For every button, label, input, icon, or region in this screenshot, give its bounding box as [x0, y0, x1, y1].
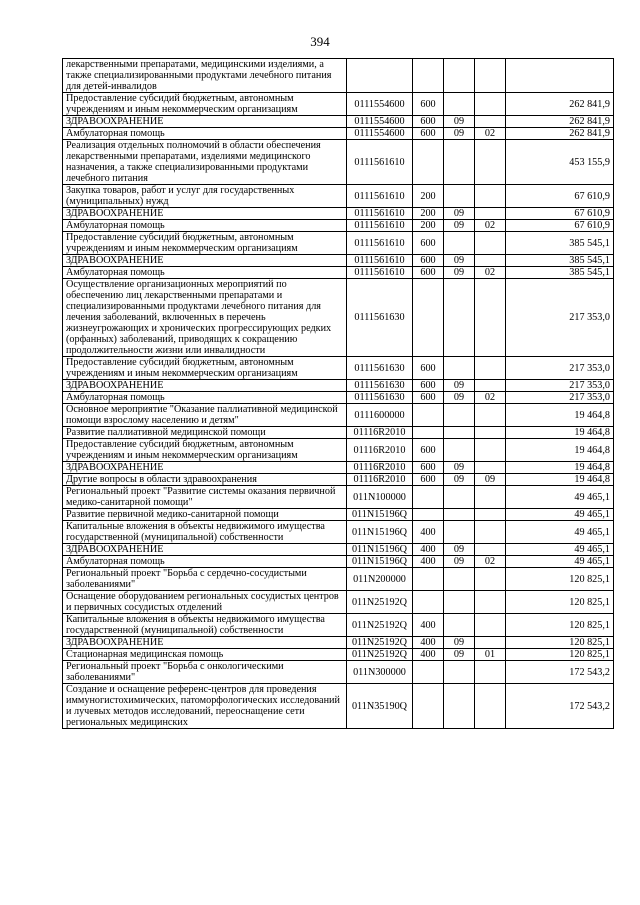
table-row — [63, 59, 614, 93]
expense-type-code-cell — [413, 59, 444, 93]
subsection-code-cell — [475, 427, 506, 439]
subsection-code-cell — [475, 462, 506, 474]
amount-cell: 120 825,1 — [506, 591, 614, 614]
target-article-code-cell: 011N15196Q — [347, 556, 413, 568]
table-row — [63, 474, 614, 486]
expense-type-code-cell: 600 — [413, 116, 444, 128]
section-code-cell — [444, 661, 475, 684]
amount-cell: 67 610,9 — [506, 208, 614, 220]
amount-cell: 49 465,1 — [506, 486, 614, 509]
section-code-cell — [444, 614, 475, 637]
table-row — [63, 357, 614, 380]
expense-type-code-cell: 200 — [413, 208, 444, 220]
amount-cell — [506, 59, 614, 93]
table-row — [63, 404, 614, 427]
expense-name-cell: Региональный проект "Развитие системы оказания первичной медико-санитарной помощи" — [63, 486, 347, 509]
target-article-code-cell: 0111561630 — [347, 380, 413, 392]
expense-name-cell: Основное мероприятие "Оказание паллиативной медицинской помощи взрослому населению и детям" — [63, 404, 347, 427]
amount-cell: 120 825,1 — [506, 637, 614, 649]
target-article-code-cell: 0111561610 — [347, 255, 413, 267]
target-article-code-cell: 011N300000 — [347, 661, 413, 684]
expense-type-code-cell — [413, 684, 444, 729]
amount-cell: 19 464,8 — [506, 439, 614, 462]
section-code-cell: 09 — [444, 544, 475, 556]
section-code-cell — [444, 232, 475, 255]
expense-type-code-cell — [413, 427, 444, 439]
expense-name-cell: Региональный проект "Борьба с онкологическими заболеваниями" — [63, 661, 347, 684]
section-code-cell: 09 — [444, 116, 475, 128]
amount-cell: 385 545,1 — [506, 255, 614, 267]
expense-type-code-cell: 600 — [413, 439, 444, 462]
target-article-code-cell: 01116R2010 — [347, 462, 413, 474]
expense-name-cell: Региональный проект "Борьба с сердечно-сосудистыми заболеваниями" — [63, 568, 347, 591]
subsection-code-cell — [475, 93, 506, 116]
subsection-code-cell: 01 — [475, 649, 506, 661]
section-code-cell: 09 — [444, 637, 475, 649]
page-number: 394 — [310, 34, 330, 49]
subsection-code-cell — [475, 208, 506, 220]
amount-cell: 385 545,1 — [506, 267, 614, 279]
table-row — [63, 556, 614, 568]
expense-name-cell: Капитальные вложения в объекты недвижимого имущества государственной (муниципальной) собственности — [63, 614, 347, 637]
subsection-code-cell — [475, 568, 506, 591]
amount-cell: 120 825,1 — [506, 649, 614, 661]
section-code-cell — [444, 684, 475, 729]
section-code-cell: 09 — [444, 128, 475, 140]
target-article-code-cell: 011N200000 — [347, 568, 413, 591]
section-code-cell: 09 — [444, 392, 475, 404]
subsection-code-cell: 02 — [475, 267, 506, 279]
expense-type-code-cell — [413, 661, 444, 684]
subsection-code-cell — [475, 357, 506, 380]
target-article-code-cell: 011N25192Q — [347, 649, 413, 661]
subsection-code-cell — [475, 684, 506, 729]
amount-cell: 217 353,0 — [506, 392, 614, 404]
section-code-cell: 09 — [444, 556, 475, 568]
table-row — [63, 380, 614, 392]
target-article-code-cell: 011N15196Q — [347, 521, 413, 544]
subsection-code-cell: 09 — [475, 474, 506, 486]
target-article-code-cell: 011N25192Q — [347, 614, 413, 637]
expense-type-code-cell: 600 — [413, 255, 444, 267]
target-article-code-cell: 011N25192Q — [347, 637, 413, 649]
subsection-code-cell — [475, 591, 506, 614]
subsection-code-cell — [475, 404, 506, 427]
amount-cell: 19 464,8 — [506, 474, 614, 486]
expense-name-cell: Амбулаторная помощь — [63, 220, 347, 232]
expense-type-code-cell — [413, 279, 444, 357]
budget-table — [62, 58, 614, 729]
expense-type-code-cell: 600 — [413, 128, 444, 140]
table-row — [63, 208, 614, 220]
subsection-code-cell — [475, 140, 506, 185]
subsection-code-cell — [475, 185, 506, 208]
expense-name-cell: ЗДРАВООХРАНЕНИЕ — [63, 637, 347, 649]
table-row — [63, 220, 614, 232]
table-row — [63, 684, 614, 729]
target-article-code-cell: 01116R2010 — [347, 427, 413, 439]
amount-cell: 49 465,1 — [506, 509, 614, 521]
table-row — [63, 279, 614, 357]
target-article-code-cell: 0111561630 — [347, 392, 413, 404]
table-row — [63, 661, 614, 684]
target-article-code-cell — [347, 59, 413, 93]
expense-type-code-cell — [413, 486, 444, 509]
expense-name-cell: Предоставление субсидий бюджетным, автономным учреждениям и иным некоммерческим организациям — [63, 232, 347, 255]
table-row — [63, 591, 614, 614]
expense-name-cell: Предоставление субсидий бюджетным, автономным учреждениям и иным некоммерческим организациям — [63, 93, 347, 116]
expense-type-code-cell: 600 — [413, 462, 444, 474]
table-row — [63, 614, 614, 637]
expense-name-cell: Амбулаторная помощь — [63, 556, 347, 568]
expense-type-code-cell: 200 — [413, 185, 444, 208]
expense-name-cell: ЗДРАВООХРАНЕНИЕ — [63, 116, 347, 128]
table-row — [63, 185, 614, 208]
section-code-cell: 09 — [444, 462, 475, 474]
subsection-code-cell — [475, 486, 506, 509]
table-row — [63, 649, 614, 661]
subsection-code-cell — [475, 614, 506, 637]
table-row — [63, 509, 614, 521]
table-row — [63, 255, 614, 267]
subsection-code-cell — [475, 509, 506, 521]
table-row — [63, 462, 614, 474]
expense-name-cell: Стационарная медицинская помощь — [63, 649, 347, 661]
amount-cell: 19 464,8 — [506, 427, 614, 439]
section-code-cell — [444, 439, 475, 462]
expense-name-cell: ЗДРАВООХРАНЕНИЕ — [63, 544, 347, 556]
subsection-code-cell — [475, 380, 506, 392]
expense-type-code-cell: 600 — [413, 232, 444, 255]
expense-name-cell: Другие вопросы в области здравоохранения — [63, 474, 347, 486]
section-code-cell: 09 — [444, 255, 475, 267]
expense-name-cell: Оснащение оборудованием региональных сосудистых центров и первичных сосудистых отделений — [63, 591, 347, 614]
expense-name-cell: лекарственными препаратами, медицинскими изделиями, а также специализированными продуктами лечебного питания для детей-инвалидов — [63, 59, 347, 93]
target-article-code-cell: 0111561610 — [347, 220, 413, 232]
expense-name-cell: ЗДРАВООХРАНЕНИЕ — [63, 380, 347, 392]
amount-cell: 67 610,9 — [506, 185, 614, 208]
expense-name-cell: ЗДРАВООХРАНЕНИЕ — [63, 462, 347, 474]
amount-cell: 172 543,2 — [506, 661, 614, 684]
expense-type-code-cell — [413, 509, 444, 521]
subsection-code-cell — [475, 661, 506, 684]
expense-type-code-cell: 600 — [413, 392, 444, 404]
amount-cell: 217 353,0 — [506, 380, 614, 392]
expense-type-code-cell: 600 — [413, 93, 444, 116]
expense-type-code-cell: 400 — [413, 556, 444, 568]
target-article-code-cell: 01116R2010 — [347, 474, 413, 486]
target-article-code-cell: 0111554600 — [347, 93, 413, 116]
section-code-cell: 09 — [444, 220, 475, 232]
table-row — [63, 116, 614, 128]
section-code-cell — [444, 568, 475, 591]
expense-type-code-cell — [413, 591, 444, 614]
expense-name-cell: Развитие паллиативной медицинской помощи — [63, 427, 347, 439]
subsection-code-cell — [475, 439, 506, 462]
expense-name-cell: Развитие первичной медико-санитарной помощи — [63, 509, 347, 521]
expense-name-cell: Амбулаторная помощь — [63, 267, 347, 279]
amount-cell: 19 464,8 — [506, 404, 614, 427]
amount-cell: 49 465,1 — [506, 544, 614, 556]
table-row — [63, 267, 614, 279]
table-row — [63, 521, 614, 544]
target-article-code-cell: 0111561630 — [347, 279, 413, 357]
subsection-code-cell — [475, 232, 506, 255]
expense-type-code-cell: 400 — [413, 544, 444, 556]
target-article-code-cell: 0111561630 — [347, 357, 413, 380]
expense-type-code-cell: 600 — [413, 474, 444, 486]
target-article-code-cell: 0111554600 — [347, 128, 413, 140]
amount-cell: 262 841,9 — [506, 116, 614, 128]
target-article-code-cell: 011N25192Q — [347, 591, 413, 614]
expense-name-cell: Амбулаторная помощь — [63, 128, 347, 140]
target-article-code-cell: 01116R2010 — [347, 439, 413, 462]
section-code-cell — [444, 591, 475, 614]
table-body — [63, 59, 614, 729]
table-row — [63, 128, 614, 140]
target-article-code-cell: 0111554600 — [347, 116, 413, 128]
subsection-code-cell — [475, 521, 506, 544]
table-row — [63, 392, 614, 404]
expense-name-cell: Создание и оснащение референс-центров для проведения иммуногистохимических, патоморфологических исследований и лучевых методов исследований, переоснащение сети региональных медицинских — [63, 684, 347, 729]
expense-name-cell: Амбулаторная помощь — [63, 392, 347, 404]
amount-cell: 120 825,1 — [506, 568, 614, 591]
section-code-cell — [444, 279, 475, 357]
table-row — [63, 637, 614, 649]
section-code-cell: 09 — [444, 649, 475, 661]
expense-name-cell: ЗДРАВООХРАНЕНИЕ — [63, 255, 347, 267]
section-code-cell: 09 — [444, 474, 475, 486]
amount-cell: 120 825,1 — [506, 614, 614, 637]
amount-cell: 262 841,9 — [506, 128, 614, 140]
amount-cell: 67 610,9 — [506, 220, 614, 232]
expense-type-code-cell — [413, 568, 444, 591]
target-article-code-cell: 011N15196Q — [347, 544, 413, 556]
subsection-code-cell — [475, 544, 506, 556]
expense-name-cell: ЗДРАВООХРАНЕНИЕ — [63, 208, 347, 220]
expense-type-code-cell: 400 — [413, 637, 444, 649]
section-code-cell — [444, 185, 475, 208]
section-code-cell — [444, 404, 475, 427]
expense-type-code-cell: 400 — [413, 614, 444, 637]
amount-cell: 217 353,0 — [506, 279, 614, 357]
amount-cell: 453 155,9 — [506, 140, 614, 185]
target-article-code-cell: 011N35190Q — [347, 684, 413, 729]
table-row — [63, 93, 614, 116]
target-article-code-cell: 011N15196Q — [347, 509, 413, 521]
subsection-code-cell — [475, 279, 506, 357]
target-article-code-cell: 0111561610 — [347, 140, 413, 185]
target-article-code-cell: 0111561610 — [347, 185, 413, 208]
expense-type-code-cell — [413, 140, 444, 185]
amount-cell: 49 465,1 — [506, 556, 614, 568]
expense-type-code-cell: 600 — [413, 357, 444, 380]
amount-cell: 385 545,1 — [506, 232, 614, 255]
expense-name-cell: Закупка товаров, работ и услуг для государственных (муниципальных) нужд — [63, 185, 347, 208]
table-row — [63, 439, 614, 462]
subsection-code-cell — [475, 59, 506, 93]
table-row — [63, 232, 614, 255]
expense-name-cell: Осуществление организационных мероприятий по обеспечению лиц лекарственными препаратами и специализированными продуктами лечебного питания для лечения заболеваний, включенных в перечень жизнеугрожающих и хронических прогрессирующих редких (орфанных) заболеваний, приводящих к сокращению продолжительности жизни или инвалидности — [63, 279, 347, 357]
amount-cell: 172 543,2 — [506, 684, 614, 729]
subsection-code-cell: 02 — [475, 556, 506, 568]
amount-cell: 217 353,0 — [506, 357, 614, 380]
subsection-code-cell — [475, 255, 506, 267]
section-code-cell — [444, 521, 475, 544]
amount-cell: 19 464,8 — [506, 462, 614, 474]
section-code-cell — [444, 140, 475, 185]
expense-name-cell: Предоставление субсидий бюджетным, автономным учреждениям и иным некоммерческим организациям — [63, 439, 347, 462]
target-article-code-cell: 0111600000 — [347, 404, 413, 427]
section-code-cell — [444, 59, 475, 93]
section-code-cell — [444, 357, 475, 380]
section-code-cell — [444, 93, 475, 116]
expense-type-code-cell: 400 — [413, 521, 444, 544]
section-code-cell: 09 — [444, 380, 475, 392]
section-code-cell — [444, 509, 475, 521]
section-code-cell: 09 — [444, 208, 475, 220]
expense-type-code-cell: 600 — [413, 267, 444, 279]
table-row — [63, 486, 614, 509]
expense-type-code-cell: 200 — [413, 220, 444, 232]
subsection-code-cell: 02 — [475, 392, 506, 404]
expense-type-code-cell: 600 — [413, 380, 444, 392]
section-code-cell — [444, 486, 475, 509]
expense-name-cell: Капитальные вложения в объекты недвижимого имущества государственной (муниципальной) собственности — [63, 521, 347, 544]
table-row — [63, 140, 614, 185]
target-article-code-cell: 0111561610 — [347, 208, 413, 220]
target-article-code-cell: 0111561610 — [347, 267, 413, 279]
expense-name-cell: Предоставление субсидий бюджетным, автономным учреждениям и иным некоммерческим организациям — [63, 357, 347, 380]
amount-cell: 49 465,1 — [506, 521, 614, 544]
subsection-code-cell — [475, 116, 506, 128]
section-code-cell — [444, 427, 475, 439]
target-article-code-cell: 011N100000 — [347, 486, 413, 509]
amount-cell: 262 841,9 — [506, 93, 614, 116]
subsection-code-cell: 02 — [475, 220, 506, 232]
subsection-code-cell — [475, 637, 506, 649]
table-row — [63, 544, 614, 556]
table-row — [63, 427, 614, 439]
table-row — [63, 568, 614, 591]
subsection-code-cell: 02 — [475, 128, 506, 140]
section-code-cell: 09 — [444, 267, 475, 279]
target-article-code-cell: 0111561610 — [347, 232, 413, 255]
expense-type-code-cell — [413, 404, 444, 427]
expense-type-code-cell: 400 — [413, 649, 444, 661]
expense-name-cell: Реализация отдельных полномочий в области обеспечения лекарственными препаратами, изделиями медицинского назначения, а также специализированными продуктами лечебного питания — [63, 140, 347, 185]
